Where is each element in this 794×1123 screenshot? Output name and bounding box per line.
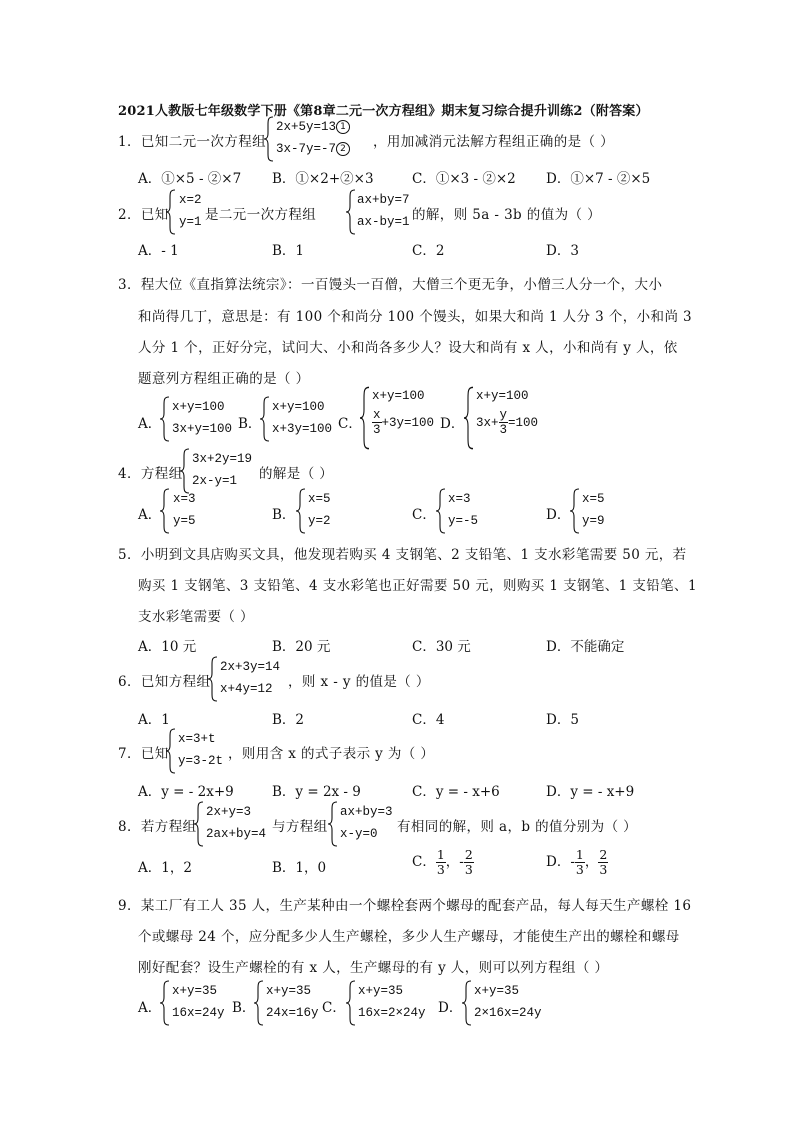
equation: x=3 [448, 492, 471, 506]
equation: =100 [508, 415, 539, 430]
equation: x=5 [308, 492, 331, 506]
q8-option-d [546, 848, 608, 877]
q3-option-c-system [372, 386, 434, 437]
equation: 2×16x=24y [474, 1006, 542, 1020]
equation: x+y=35 [358, 984, 404, 998]
q1-option-d: D．①×7 - ②×5 [546, 171, 651, 187]
option-label: C． [412, 854, 436, 870]
q9-line-1: 9．某工厂有工人 35 人，生产某种由一个螺栓套两个螺母的配套产品，每人每天生产螺栓 16 [118, 898, 692, 914]
equation: y=3-2t [178, 754, 224, 768]
separator: ，- [445, 854, 464, 870]
q7-system [178, 728, 223, 772]
q2-option-b: B．1 [272, 243, 305, 259]
equation: 3x-7y=-7 [276, 142, 337, 156]
q3-option-b-system [272, 396, 332, 440]
equation: x+y=35 [266, 984, 312, 998]
q2-suffix: 的解，则 5a - 3b 的值为（ ） [412, 207, 601, 223]
brace-icon [436, 488, 446, 534]
numerator: 1 [436, 847, 445, 862]
q9-option-c-system [358, 980, 426, 1024]
brace-icon [160, 396, 170, 442]
equation: y=9 [582, 514, 605, 528]
q1-option-a: A．①×5 - ②×7 [138, 171, 242, 187]
brace-icon [264, 116, 274, 162]
brace-icon [166, 189, 176, 235]
fraction [499, 408, 509, 437]
q6-option-b: B．2 [272, 712, 305, 728]
q5-option-c: C．30 元 [412, 639, 471, 655]
brace-icon [160, 980, 170, 1026]
q8-system-2 [340, 801, 393, 845]
equation: ax+by=3 [340, 805, 393, 819]
denominator: 3 [499, 423, 508, 437]
q7-option-d: D．y = - x+9 [546, 784, 635, 800]
brace-icon [462, 980, 472, 1026]
q7-suffix: ，则用含 x 的式子表示 y 为（ ） [228, 746, 435, 762]
q9-option-b-system [266, 980, 319, 1024]
q7-option-a: A．y = - 2x+9 [138, 784, 234, 800]
equation: x+y=100 [172, 400, 225, 414]
q5-option-a: A．10 元 [138, 639, 197, 655]
q6-system [220, 656, 280, 700]
q4-option-b-label: B． [272, 507, 296, 523]
brace-icon [254, 980, 264, 1026]
q3-option-d-label: D． [440, 416, 465, 432]
equation: 2x+5y=13 [276, 120, 337, 134]
q8-middle: 与方程组 [272, 819, 328, 835]
q2-system-2 [357, 189, 410, 233]
fraction [436, 848, 446, 877]
equation: ax-by=1 [357, 215, 410, 229]
equation: x+y=100 [476, 389, 529, 403]
q9-option-d-label: D． [438, 1000, 463, 1016]
q2-middle: 是二元一次方程组 [205, 207, 317, 223]
fraction [598, 848, 608, 877]
q1-system [276, 116, 350, 160]
equation: 2x+y=3 [206, 805, 252, 819]
numerator: 2 [599, 847, 608, 862]
q2-system-1 [179, 189, 202, 233]
equation: x+y=100 [372, 389, 425, 403]
equation: +3y=100 [381, 415, 435, 430]
q5-option-b: B．20 元 [272, 639, 331, 655]
denominator: 3 [464, 862, 473, 877]
q2-option-c: C．2 [412, 243, 445, 259]
denominator: 3 [599, 862, 608, 877]
q5-line-3: 支水彩笔需要（ ） [138, 609, 254, 625]
q3-option-c-label: C． [338, 416, 362, 432]
brace-icon [260, 396, 270, 442]
equation: y=5 [173, 514, 196, 528]
q3-line-4: 题意列方程组正确的是（ ） [138, 371, 310, 387]
brace-icon [464, 386, 474, 450]
q5-option-d: D．不能确定 [546, 639, 625, 655]
equation: 2ax+by=4 [206, 827, 267, 841]
equation: ax+by=7 [357, 193, 410, 207]
brace-icon [328, 801, 338, 847]
brace-icon [160, 488, 170, 534]
equation: x+4y=12 [220, 682, 273, 696]
q6-suffix: ，则 x - y 的值是（ ） [288, 674, 430, 690]
q4-option-c-label: C． [412, 507, 436, 523]
q2-option-d: D．3 [546, 243, 579, 259]
circled-number-icon: 2 [336, 142, 350, 156]
equation: 16x=24y [172, 1006, 225, 1020]
q1-suffix: ，用加减消元法解方程组正确的是（ ） [373, 134, 614, 150]
q8-suffix: 有相同的解，则 a，b 的值分别为（ ） [397, 819, 638, 835]
q1-prefix: 1．已知二元一次方程组 [118, 134, 266, 150]
fraction [464, 848, 474, 877]
brace-icon [296, 488, 306, 534]
option-label: D．- [546, 854, 575, 870]
q4-option-a-system [173, 488, 196, 532]
q8-system-1 [206, 801, 266, 845]
q8-option-c [412, 848, 474, 877]
equation: x+y=100 [272, 400, 325, 414]
equation: 3x+2y=19 [192, 452, 253, 466]
q6-prefix: 6．已知方程组 [118, 674, 211, 690]
q7-option-b: B．y = 2x - 9 [272, 784, 361, 800]
equation: x+y=35 [474, 984, 520, 998]
q3-line-1: 3．程大位《直指算法统宗》：一百馒头一百僧，大僧三个更无争，小僧三人分一个，大小 [118, 277, 663, 293]
circled-number-icon: 1 [336, 120, 350, 134]
q1-option-c: C．①×3 - ②×2 [412, 171, 516, 187]
numerator: x [373, 408, 381, 422]
denominator: 3 [436, 862, 445, 877]
equation: y=1 [179, 215, 202, 229]
q7-prefix: 7．已知 [118, 746, 169, 762]
equation: 2x-y=1 [192, 474, 238, 488]
q9-option-a-system [172, 980, 225, 1024]
fraction [575, 848, 585, 877]
equation: 2x+3y=14 [220, 660, 281, 674]
q3-option-b-label: B． [238, 416, 262, 432]
q5-line-2: 购买 1 支钢笔、3 支铅笔、4 支水彩笔也正好需要 50 元，则购买 1 支钢笔、1 支铅笔、1 [138, 578, 697, 594]
equation: x+3y=100 [272, 422, 333, 436]
equation: 24x=16y [266, 1006, 319, 1020]
equation: x=3 [173, 492, 196, 506]
denominator: 3 [373, 423, 381, 437]
equation: x=5 [582, 492, 605, 506]
brace-icon [360, 386, 370, 450]
q6-option-a: A．1 [138, 712, 170, 728]
equation: x=3+t [178, 732, 216, 746]
q7-option-c: C．y = - x+6 [412, 784, 500, 800]
q4-system [192, 448, 252, 492]
q4-prefix: 4．方程组 [118, 466, 183, 482]
denominator: 3 [575, 862, 584, 877]
q3-option-a-label: A． [138, 416, 162, 432]
q6-option-d: D．5 [546, 712, 579, 728]
equation: y=2 [308, 514, 331, 528]
q4-suffix: 的解是（ ） [259, 466, 334, 482]
equation: 3x+y=100 [172, 422, 233, 436]
brace-icon [208, 656, 218, 702]
q8-option-a: A．1，2 [138, 860, 192, 876]
equation: x-y=0 [340, 827, 378, 841]
q3-option-d-system [476, 386, 538, 437]
brace-icon [194, 801, 204, 847]
brace-icon [346, 189, 356, 235]
separator: ， [584, 854, 599, 870]
numerator: y [499, 408, 508, 422]
q9-line-3: 刚好配套？设生产螺栓的有 x 人，生产螺母的有 y 人，则可以列方程组（ ） [138, 960, 609, 976]
q3-line-3: 人分 1 个，正好分完，试问大、小和尚各多少人？设大和尚有 x 人，小和尚有 y 人，依 [138, 340, 678, 356]
equation: 16x=2×24y [358, 1006, 426, 1020]
q3-option-a-system [172, 396, 232, 440]
fraction [372, 408, 382, 437]
q8-prefix: 8．若方程组 [118, 819, 197, 835]
q9-option-a-label: A． [138, 1000, 162, 1016]
numerator: 2 [464, 847, 473, 862]
q9-option-c-label: C． [322, 1000, 346, 1016]
equation: y=-5 [448, 514, 479, 528]
q4-option-c-system [448, 488, 478, 532]
q2-option-a: A．- 1 [138, 243, 179, 259]
q6-option-c: C．4 [412, 712, 445, 728]
q5-line-1: 5．小明到文具店购买文具，他发现若购买 4 支钢笔、2 支铅笔、1 支水彩笔需要 50 元，若 [118, 547, 687, 563]
q2-prefix: 2．已知 [118, 207, 169, 223]
q4-option-d-label: D． [546, 507, 571, 523]
equation: x=2 [179, 193, 202, 207]
q9-option-d-system [474, 980, 542, 1024]
q4-option-b-system [308, 488, 331, 532]
brace-icon [166, 728, 176, 774]
q4-option-d-system [582, 488, 605, 532]
equation: x+y=35 [172, 984, 218, 998]
equation: 3x+ [476, 415, 499, 430]
q8-option-b: B．1，0 [272, 860, 327, 876]
document-title: 2021人教版七年级数学下册《第8章二元一次方程组》期末复习综合提升训练2（附答案） [118, 104, 649, 119]
q3-line-2: 和尚得几丁，意思是：有 100 个和尚分 100 个馒头，如果大和尚 1 人分 3 个，小和尚 3 [138, 309, 693, 325]
brace-icon [346, 980, 356, 1026]
q1-option-b: B．①×2+②×3 [272, 171, 374, 187]
q4-option-a-label: A． [138, 507, 162, 523]
brace-icon [570, 488, 580, 534]
q9-line-2: 个或螺母 24 个，应分配多少人生产螺栓，多少人生产螺母，才能使生产出的螺栓和螺母 [138, 929, 680, 945]
q9-option-b-label: B． [232, 1000, 256, 1016]
numerator: 1 [575, 847, 584, 862]
